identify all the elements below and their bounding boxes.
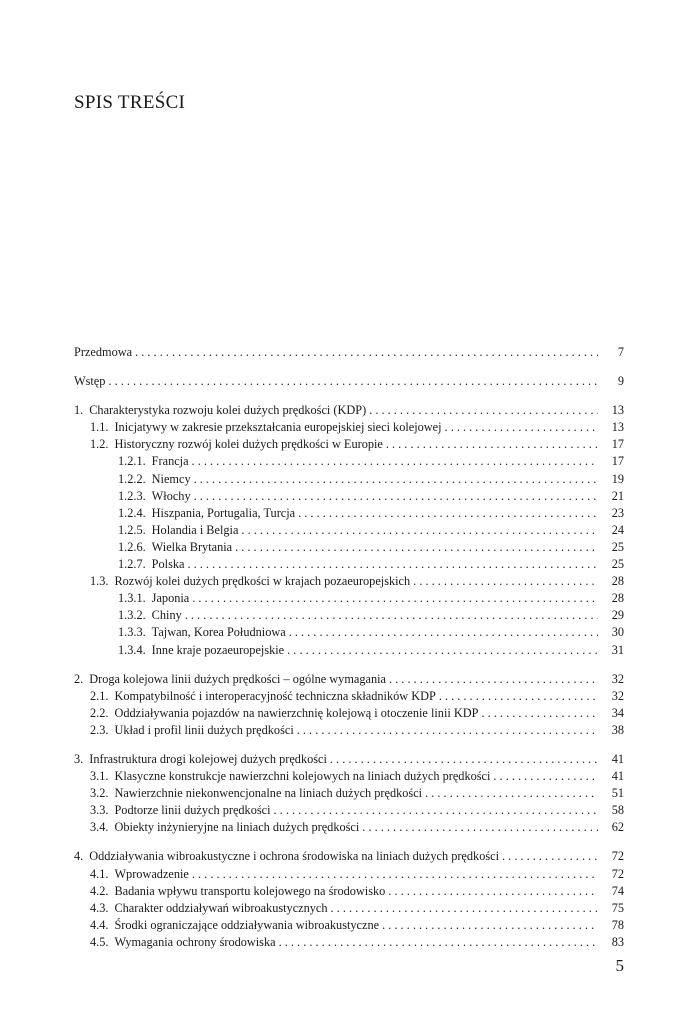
toc-group	[74, 402, 624, 658]
toc-entry-title: Oddziaływania pojazdów na nawierzchnię kolejową i otoczenie linii KDP	[114, 705, 479, 720]
toc-entry[interactable]	[74, 705, 624, 722]
toc-entry-page: 13	[611, 403, 624, 418]
toc-leader-dots	[502, 848, 598, 865]
toc-entry-page: 9	[617, 374, 624, 389]
toc-entry-number: 3.4.	[90, 820, 109, 835]
toc-leader-dots	[187, 556, 598, 573]
toc-entry-page: 72	[611, 849, 624, 864]
toc-entry-title: Podtorze linii dużych prędkości	[114, 803, 271, 818]
toc-entry-number: 1.2.1.	[118, 454, 146, 469]
toc-entry-page: 17	[611, 454, 624, 469]
toc-leader-dots	[439, 688, 598, 705]
toc-group	[74, 671, 624, 739]
toc-leader-dots	[289, 624, 598, 641]
toc-entry[interactable]	[74, 556, 624, 573]
toc-entry[interactable]	[74, 785, 624, 802]
toc-leader-dots	[192, 590, 598, 607]
toc-leader-dots	[235, 539, 598, 556]
toc-leader-dots	[241, 522, 598, 539]
toc-entry-title: Oddziaływania wibroakustyczne i ochrona środowiska na liniach dużych prędkości	[89, 849, 500, 864]
toc-entry-page: 78	[611, 917, 624, 932]
toc-leader-dots	[194, 488, 598, 505]
toc-entry-number: 1.2.6.	[118, 539, 146, 554]
toc-entry-title: Wymagania ochrony środowiska	[114, 934, 276, 949]
toc-entry-number: 2.	[74, 671, 84, 686]
toc-leader-dots	[388, 883, 598, 900]
toc-leader-dots	[330, 751, 598, 768]
toc-entry-title: Inne kraje pozaeuropejskie	[151, 642, 285, 657]
toc-entry-number: 1.2.5.	[118, 522, 146, 537]
toc-leader-dots	[493, 768, 598, 785]
toc-entry-page: 17	[611, 437, 624, 452]
toc-entry[interactable]	[74, 917, 624, 934]
toc-entry-title: Wielka Brytania	[151, 539, 233, 554]
toc-leader-dots	[362, 819, 598, 836]
toc-entry-title: Klasyczne konstrukcje nawierzchni kolejowych na liniach dużych prędkości	[114, 769, 491, 784]
toc-entry-title: Badania wpływu transportu kolejowego na środowisko	[114, 883, 386, 898]
toc-entry-title: Japonia	[151, 591, 190, 606]
toc-entry-title: Kompatybilność i interoperacyjność techniczna składników KDP	[114, 688, 436, 703]
toc-entry-title: Francja	[151, 454, 189, 469]
toc-entry-page: 21	[611, 488, 624, 503]
toc-entry-number: 1.3.	[90, 574, 109, 589]
toc-entry[interactable]	[74, 819, 624, 836]
toc-entry-page: 29	[611, 608, 624, 623]
toc-entry-number: 2.3.	[90, 722, 109, 737]
toc-entry-number: 1.3.3.	[118, 625, 146, 640]
toc-entry-number: 1.3.1.	[118, 591, 146, 606]
toc-entry[interactable]	[74, 471, 624, 488]
toc-leader-dots	[108, 373, 598, 390]
toc-entry[interactable]	[74, 642, 624, 659]
toc-entry-page: 23	[611, 505, 624, 520]
page-number: 5	[615, 956, 624, 975]
toc-entry-number: 1.3.2.	[118, 608, 146, 623]
toc-entry[interactable]	[74, 539, 624, 556]
toc-entry-number: 1.3.4.	[118, 642, 146, 657]
toc-leader-dots	[287, 642, 598, 659]
toc-entry[interactable]	[74, 522, 624, 539]
page-title: SPIS TREŚCI	[74, 92, 186, 113]
toc-entry-title: Włochy	[151, 488, 191, 503]
toc-group	[74, 373, 624, 390]
toc-entry[interactable]	[74, 505, 624, 522]
toc-entry-page: 19	[611, 471, 624, 486]
toc-entry[interactable]	[74, 934, 624, 951]
toc-entry-title: Wprowadzenie	[114, 866, 189, 881]
toc-entry-page: 13	[611, 420, 624, 435]
toc-entry-title: Układ i profil linii dużych prędkości	[114, 722, 294, 737]
toc-entry-number: 4.4.	[90, 917, 109, 932]
toc-entry-page: 25	[611, 539, 624, 554]
toc-entry-number: 4.2.	[90, 883, 109, 898]
table-of-contents	[74, 344, 624, 963]
toc-entry-number: 3.2.	[90, 786, 109, 801]
toc-leader-dots	[194, 471, 598, 488]
toc-entry-title: Środki ograniczające oddziaływania wibroakustyczne	[114, 917, 380, 932]
toc-entry-title: Obiekty inżynieryjne na liniach dużych prędkości	[114, 820, 360, 835]
toc-entry-page: 34	[611, 705, 624, 720]
toc-entry-page: 28	[611, 574, 624, 589]
toc-entry[interactable]	[74, 848, 624, 865]
toc-entry-title: Niemcy	[151, 471, 191, 486]
toc-entry-title: Droga kolejowa linii dużych prędkości – ogólne wymagania	[89, 671, 386, 686]
toc-entry-page: 30	[611, 625, 624, 640]
toc-entry-number: 3.	[74, 751, 84, 766]
toc-entry-page: 41	[611, 751, 624, 766]
toc-entry[interactable]	[74, 344, 624, 361]
toc-leader-dots	[298, 505, 598, 522]
toc-entry-page: 62	[611, 820, 624, 835]
toc-entry-number: 4.5.	[90, 934, 109, 949]
toc-entry[interactable]	[74, 453, 624, 470]
toc-leader-dots	[386, 436, 598, 453]
toc-entry[interactable]	[74, 436, 624, 453]
toc-entry-title: Chiny	[151, 608, 182, 623]
toc-entry-number: 1.	[74, 403, 84, 418]
toc-entry[interactable]	[74, 751, 624, 768]
toc-entry-title: Wstęp	[74, 374, 106, 389]
toc-entry-number: 1.2.7.	[118, 557, 146, 572]
toc-entry-number: 1.2.4.	[118, 505, 146, 520]
toc-entry-number: 1.1.	[90, 420, 109, 435]
toc-entry-page: 58	[611, 803, 624, 818]
toc-leader-dots	[279, 934, 598, 951]
toc-entry[interactable]	[74, 802, 624, 819]
toc-entry[interactable]	[74, 624, 624, 641]
toc-entry-title: Historyczny rozwój kolei dużych prędkości w Europie	[114, 437, 383, 452]
toc-entry-number: 3.1.	[90, 769, 109, 784]
toc-entry[interactable]	[74, 900, 624, 917]
toc-entry-page: 72	[611, 866, 624, 881]
toc-entry-page: 25	[611, 557, 624, 572]
toc-entry[interactable]	[74, 373, 624, 390]
toc-entry[interactable]	[74, 402, 624, 419]
toc-entry-number: 1.2.	[90, 437, 109, 452]
toc-entry-page: 51	[611, 786, 624, 801]
toc-leader-dots	[135, 344, 598, 361]
toc-entry[interactable]	[74, 488, 624, 505]
toc-entry-number: 1.2.3.	[118, 488, 146, 503]
toc-group	[74, 751, 624, 836]
toc-entry-page: 41	[611, 769, 624, 784]
toc-entry-number: 4.	[74, 849, 84, 864]
toc-entry[interactable]	[74, 722, 624, 739]
toc-group	[74, 848, 624, 951]
toc-entry[interactable]	[74, 688, 624, 705]
toc-leader-dots	[425, 785, 598, 802]
toc-entry-title: Inicjatywy w zakresie przekształcania europejskiej sieci kolejowej	[114, 420, 442, 435]
toc-entry-number: 2.2.	[90, 705, 109, 720]
toc-entry-number: 4.3.	[90, 900, 109, 915]
toc-entry[interactable]	[74, 883, 624, 900]
toc-entry-page: 28	[611, 591, 624, 606]
toc-entry-page: 83	[611, 934, 624, 949]
toc-entry[interactable]	[74, 419, 624, 436]
toc-leader-dots	[382, 917, 598, 934]
toc-entry-page: 75	[611, 900, 624, 915]
toc-entry-page: 31	[611, 642, 624, 657]
toc-entry[interactable]	[74, 607, 624, 624]
toc-group	[74, 344, 624, 361]
toc-leader-dots	[413, 573, 598, 590]
toc-entry-page: 7	[617, 345, 624, 359]
toc-entry[interactable]	[74, 590, 624, 607]
toc-entry-page: 24	[611, 522, 624, 537]
toc-entry-number: 3.3.	[90, 803, 109, 818]
toc-entry-title: Polska	[151, 557, 185, 572]
toc-entry-title: Tajwan, Korea Południowa	[151, 625, 286, 640]
toc-entry-number: 2.1.	[90, 688, 109, 703]
toc-entry-page: 74	[611, 883, 624, 898]
toc-leader-dots	[445, 419, 598, 436]
toc-leader-dots	[369, 402, 598, 419]
toc-entry-title: Charakterystyka rozwoju kolei dużych prędkości (KDP)	[89, 403, 367, 418]
toc-entry-title: Nawierzchnie niekonwencjonalne na liniach dużych prędkości	[114, 786, 423, 801]
toc-entry[interactable]	[74, 671, 624, 688]
toc-entry[interactable]	[74, 866, 624, 883]
toc-entry-title: Charakter oddziaływań wibroakustycznych	[114, 900, 328, 915]
toc-leader-dots	[192, 866, 598, 883]
toc-entry-title: Hiszpania, Portugalia, Turcja	[151, 505, 296, 520]
toc-entry[interactable]	[74, 573, 624, 590]
toc-entry-title: Rozwój kolei dużych prędkości w krajach pozaeuropejskich	[114, 574, 411, 589]
toc-entry-title: Holandia i Belgia	[151, 522, 239, 537]
toc-leader-dots	[481, 705, 598, 722]
toc-leader-dots	[185, 607, 598, 624]
toc-entry-page: 32	[611, 688, 624, 703]
toc-entry[interactable]	[74, 768, 624, 785]
toc-leader-dots	[297, 722, 598, 739]
toc-leader-dots	[274, 802, 598, 819]
toc-entry-title: Infrastruktura drogi kolejowej dużych prędkości	[89, 751, 327, 766]
toc-leader-dots	[389, 671, 598, 688]
toc-entry-title: Przedmowa	[74, 345, 133, 359]
toc-entry-page: 38	[611, 722, 624, 737]
toc-entry-number: 1.2.2.	[118, 471, 146, 486]
toc-leader-dots	[192, 453, 598, 470]
toc-entry-number: 4.1.	[90, 866, 109, 881]
toc-entry-page: 32	[611, 671, 624, 686]
toc-leader-dots	[331, 900, 598, 917]
